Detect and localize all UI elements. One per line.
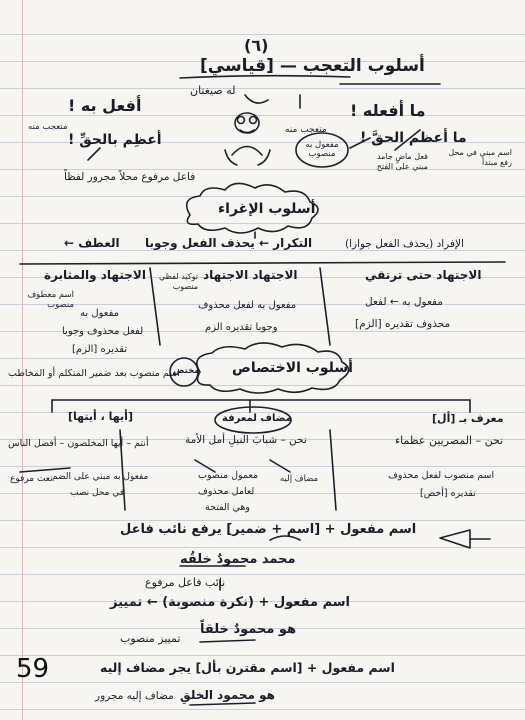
ighraa-divider-2 <box>320 268 330 345</box>
ikh-col-mid-head: مضاف لمعرفة <box>222 413 292 424</box>
ikh-col-mid-b1: معمول منصوب <box>198 470 259 481</box>
ikh-col-left-ex: أنتم – أيها المخلصون – أفضل الناس <box>8 438 149 449</box>
ighraa-rule <box>20 262 505 264</box>
ta3ajjub-subnote: له صيغتان <box>190 84 236 97</box>
ismmaf-line3-note: مضاف إليه مجرور <box>95 690 174 702</box>
ikh-col-left-note: نعت مرفوع <box>10 474 53 484</box>
ighraa-col-right-title: الاجتهاد حتى ترتقي <box>365 268 482 282</box>
ikh-col-left-b1: مفعول به مبني على الضم <box>52 472 149 482</box>
ighraa-col-mid-b1: مفعول به لفعل محذوف <box>198 300 297 311</box>
ismmaf-line3-example: هو محمود الخلقِ <box>180 688 275 702</box>
page-marker: (٦) <box>244 36 269 55</box>
form2-note: فاعل مرفوع محلاً مجرور لفظاً <box>64 171 196 183</box>
mutaajjab-note: متعجب منه <box>285 125 327 135</box>
ighraa-col-mid-b2: وجوبا تقديره الزم <box>205 322 278 333</box>
ighraa-col-left-b2: لفعل محذوف وجوبا <box>62 326 144 337</box>
ikhtisas-title: أسلوب الاختصاص <box>232 360 353 376</box>
ikh-col-mid-b2: لعامل محذوف <box>198 486 255 497</box>
form1: ما أفعله ! <box>350 101 426 120</box>
ismmaf-line3: اسم مفعول + [اسم مقترن بأل] يجر مضاف إليه <box>100 660 395 675</box>
ta3ajjub-title: أسلوب التعجب — [قياسي] <box>200 56 425 76</box>
ismmaf-line2: اسم مفعول + (نكرة منصوبة) ← تمييز <box>110 595 351 610</box>
ikh-col-right-head: معرف بـ [أل] <box>432 412 504 425</box>
ikh-col-mid-b3: وهي الفتحة <box>205 502 250 513</box>
ismmaf-line1: اسم مفعول + [اسم + ضمير] يرفع نائب فاعل <box>120 522 417 537</box>
ighraa-main-line: التكرار ← يحذف الفعل وجوبا <box>145 236 313 250</box>
title-underline <box>180 76 350 78</box>
ighraa-col-mid-title: الاجتهاد الاجتهاد <box>203 268 298 282</box>
note-arrow-3 <box>88 148 100 160</box>
ikh-divider-2 <box>330 430 336 510</box>
side-note-3: متعجب منه <box>28 122 68 132</box>
ighraa-col-right-b2: محذوف تقديره [الزم] <box>355 318 451 330</box>
ighraa-col-left-note: اسم معطوف منصوب <box>27 290 74 310</box>
side-note-1: اسم مبني في محل رفع مبتدأ <box>448 148 512 167</box>
ikh-col-left-b2: في محل نصب <box>70 488 125 498</box>
ikh-col-left-head: [أيها ، أيتها] <box>68 410 133 423</box>
page-number: 59 <box>16 654 50 684</box>
ikh-col-right-b2: تقديره [أخص] <box>420 488 476 499</box>
mukhtass-label: مختص <box>173 366 200 376</box>
example1: ما أعظم الحقَّ ! <box>360 130 467 146</box>
cartoon-face-icon <box>225 113 270 165</box>
subnote-curve <box>245 95 268 103</box>
ismmaf-line1-example: محمد محمودٌ خلقُه <box>180 552 296 567</box>
pen-pointer-icon <box>440 530 490 548</box>
ighraa-title: أسلوب الإغراء <box>218 201 316 217</box>
ighraa-left-line: العطف ← <box>64 236 120 250</box>
ikh-col-mid-ex: نحن – شبابَ النيلِ أمل الأمة <box>185 434 307 446</box>
example2: أعظِم بالحقِّ ! <box>68 132 162 148</box>
line2-underline <box>200 640 255 642</box>
ismmaf-line2-example: هو محمودٌ خلقاً <box>200 622 297 637</box>
ighraa-right-line: الإفراد (يحذف الفعل جوازا) <box>345 238 464 250</box>
ikh-col-mid-note: مضاف إليه <box>280 474 319 484</box>
form2: أفعل به ! <box>68 96 142 115</box>
example1-object-note: مفعول به منصوب <box>305 140 339 159</box>
line3-underline <box>190 703 255 705</box>
ikhtisas-definition: اسم منصوب بعد ضمير المتكلم أو المخاطب <box>8 368 180 379</box>
ighraa-col-left-b1: مفعول به <box>80 308 119 319</box>
ismmaf-line1-note: نائب فاعل مرفوع <box>145 576 226 589</box>
ighraa-col-left-b3: تقديره [الزم] <box>72 344 128 355</box>
ikh-col-right-b1: اسم منصوب لفعل محذوف <box>388 470 495 481</box>
ismmaf-line2-note: تمييز منصوب <box>120 632 181 645</box>
ighraa-col-mid-note: توكيد لفظي منصوب <box>158 272 198 291</box>
side-note-2: فعل ماضٍ جامد مبني على الفتح <box>376 152 428 171</box>
ighraa-col-right-b1: مفعول به ← لفعل <box>365 296 443 308</box>
ikh-col-right-ex: نحن – المصريين عظماء <box>395 434 504 447</box>
ighraa-col-left-title: الاجتهاد والمثابرة <box>44 268 146 282</box>
